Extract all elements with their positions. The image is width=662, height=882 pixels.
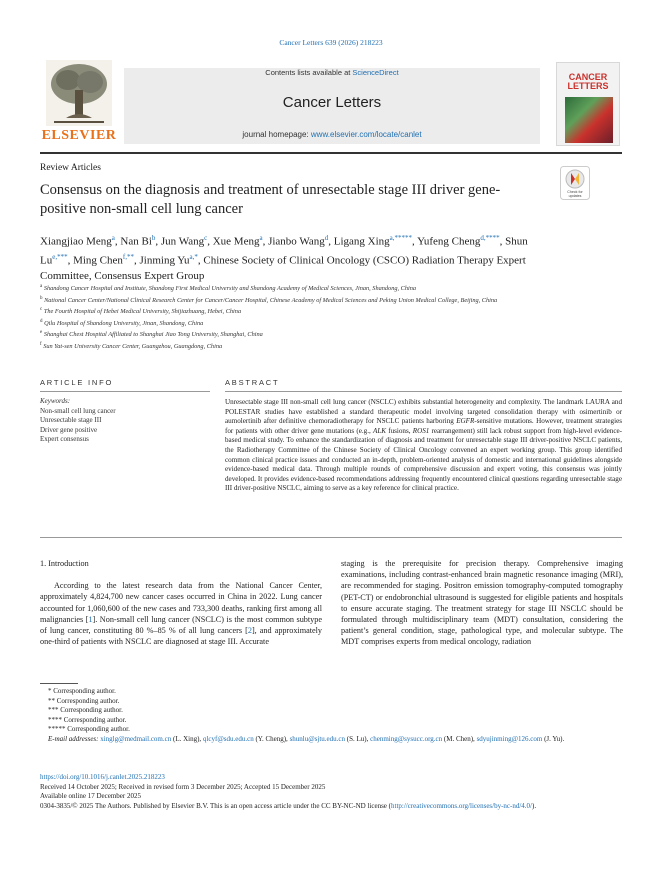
author-list xyxy=(40,231,560,285)
article-info-rule xyxy=(40,391,210,392)
affiliation-mark: b xyxy=(40,295,43,301)
footnote-item: * Corresponding author. xyxy=(48,687,116,695)
sciencedirect-link[interactable]: ScienceDirect xyxy=(352,68,399,77)
cover-image xyxy=(565,97,613,143)
intro-left-column xyxy=(40,558,322,647)
abstract-span: -sensitive mutations. However, treatment strategies for patients with other driver gene mutations (e.g., xyxy=(225,417,622,435)
footnote-item: *** Corresponding author. xyxy=(48,706,123,715)
affiliation-item xyxy=(40,340,600,352)
author-name[interactable]: Yufeng Cheng xyxy=(417,235,481,248)
gene-ros1: ROS1 xyxy=(412,426,430,435)
author-affiliation-mark[interactable]: a xyxy=(111,234,115,242)
footnotes xyxy=(40,687,622,745)
abstract-rule xyxy=(225,391,622,392)
abstract-heading: ABSTRACT xyxy=(225,378,280,387)
abstract-span: fusions, xyxy=(386,426,413,435)
journal-reference[interactable]: Cancer Letters 639 (2026) 218223 xyxy=(279,38,383,47)
article-info-heading: ARTICLE INFO xyxy=(40,378,114,387)
author-name[interactable]: Ming Chen xyxy=(73,254,123,267)
author-affiliation-mark[interactable]: a,***** xyxy=(389,234,413,242)
contents-line xyxy=(124,68,540,77)
license-link[interactable]: http://creativecommons.org/licenses/by-nc-nd/4.0/ xyxy=(391,802,533,811)
cover-title-line-2: LETTERS xyxy=(567,81,609,91)
homepage-link[interactable]: www.elsevier.com/locate/canlet xyxy=(310,130,422,139)
keyword-item: Driver gene positive xyxy=(40,425,98,434)
gene-egfr: EGFR xyxy=(456,417,475,426)
gene-alk: ALK xyxy=(373,426,387,435)
affiliation-item xyxy=(40,317,600,329)
license-text-end: ). xyxy=(532,802,537,811)
author-name[interactable]: Xiangjiao Meng xyxy=(40,235,112,248)
cover-title xyxy=(557,73,619,91)
email-link[interactable]: sdyujinming@126.com xyxy=(476,734,543,743)
affiliation-text: Qilu Hospital of Shandong University, Jinan, Shandong, China xyxy=(44,319,204,327)
footnote-rule xyxy=(40,683,78,684)
author-name[interactable]: Jianbo Wang xyxy=(268,235,325,248)
author-name[interactable]: Nan Bi xyxy=(120,235,152,248)
license-text: 0304-3835/© 2025 The Authors. Published by Elsevier B.V. This is an open access article under the CC BY-NC-ND license ( xyxy=(40,802,391,811)
journal-cover[interactable] xyxy=(556,62,620,146)
author-name[interactable]: Ligang Xing xyxy=(333,235,390,248)
affiliation-item xyxy=(40,305,600,317)
cover-title-line-1: CANCER xyxy=(568,72,608,82)
email-link[interactable]: qlcyf@sdu.edu.cn xyxy=(202,734,254,743)
keywords-label: Keywords: xyxy=(40,397,71,405)
license-line xyxy=(40,802,622,812)
author-name[interactable]: Xue Meng xyxy=(212,235,260,248)
article-type: Review Articles xyxy=(40,163,101,173)
header-rule xyxy=(40,152,622,154)
homepage-line xyxy=(124,130,540,139)
affiliation-mark: e xyxy=(40,330,43,335)
author-affiliation-mark[interactable]: d xyxy=(324,234,329,242)
elsevier-logo[interactable] xyxy=(40,60,118,144)
affiliation-mark: f xyxy=(40,341,42,347)
author-affiliation-mark[interactable]: e,*** xyxy=(52,253,68,262)
affiliation-text: National Cancer Center/National Clinical Research Center for Cancer/Cancer Hospital, Chinese Academy of Medical Sciences and Peking Union Medical College, Beijing, China xyxy=(44,296,498,304)
affiliation-mark: d xyxy=(40,318,43,324)
ref-link-2[interactable]: 2 xyxy=(247,626,252,636)
intro-heading: 1. Introduction xyxy=(40,559,89,568)
dates-line: Received 14 October 2025; Received in revised form 3 December 2025; Accepted 15 December 2025 xyxy=(40,782,326,791)
journal-name[interactable]: Cancer Letters xyxy=(282,94,382,111)
author-separator: , xyxy=(197,254,204,267)
email-addresses xyxy=(40,735,622,745)
email-link[interactable]: xinglg@medmail.com.cn xyxy=(100,734,172,743)
footnote-item: ***** Corresponding author. xyxy=(48,725,130,734)
author-separator: , xyxy=(499,235,506,248)
email-owner: (J. Yu). xyxy=(542,734,565,743)
intro-span: ]. Non-small cell lung cancer (NSCLC) is the most common subtype of lung cancer, constituting 80 %–85 % of all lung cancers [ xyxy=(40,614,322,636)
author-name[interactable]: Jun Wang xyxy=(160,235,205,248)
affiliation-item xyxy=(40,294,600,306)
affiliation-mark: c xyxy=(40,307,43,312)
email-owner: (S. Lu), xyxy=(345,734,371,743)
article-dates xyxy=(40,773,622,812)
email-owner: (M. Chen), xyxy=(442,734,477,743)
author-affiliation-mark[interactable]: c xyxy=(204,234,208,242)
elsevier-tree-icon xyxy=(46,60,112,126)
author-name[interactable]: Shun Lu xyxy=(40,235,528,267)
author-separator: , xyxy=(114,235,121,248)
intro-span: According to the latest research data from the National Cancer Center, approximately 4,824,700 new cancer cases occurred in China in 2022. Lung cancer accounted for 1,060,600 of the new cases and 733,300 deaths, ranking first among all malignancies [ xyxy=(40,581,322,624)
author-affiliation-mark[interactable]: f,** xyxy=(122,253,134,262)
online-line: Available online 17 December 2025 xyxy=(40,792,141,801)
email-owner: (Y. Cheng), xyxy=(253,734,290,743)
author-affiliation-mark[interactable]: b xyxy=(151,234,156,242)
author-separator: , xyxy=(67,254,74,267)
homepage-prefix: journal homepage: xyxy=(242,130,311,139)
footnote-item: **** Corresponding author. xyxy=(48,715,127,724)
article-title: Consensus on the diagnosis and treatment of unresectable stage III driver gene-positive non-small cell lung cancer xyxy=(40,182,501,217)
contents-prefix: Contents lists available at xyxy=(265,68,353,77)
author-affiliation-mark[interactable]: a,* xyxy=(189,253,198,262)
keyword-item: Unresectable stage III xyxy=(40,416,102,425)
intro-paragraph xyxy=(40,580,322,647)
keyword-item: Non-small cell lung cancer xyxy=(40,406,116,415)
affiliation-item xyxy=(40,282,600,294)
abstract-span: Unresectable stage III non-small cell lung cancer (NSCLC) exhibits substantial heterogeneity and complexity. The landmark LAURA and POLESTAR studies have established a standard therapeutic model involving targeted consolidation therapy with osimertinib or aumolertinib after definitive chemoradiotherapy for NSCLC patients harboring xyxy=(225,398,622,426)
affiliation-text: The Fourth Hospital of Hebei Medical University, Shijiazhuang, Hebei, China xyxy=(43,308,242,316)
affiliation-text: Shandong Cancer Hospital and Institute, Shandong First Medical University and Shandong Academy of Medical Sciences, Jinan, Shandong, China xyxy=(43,285,417,293)
intro-span: ], and approximately one-third of patients with NSCLC are diagnosed at stage III. Accurate xyxy=(40,626,322,647)
author-affiliation-mark[interactable]: d,**** xyxy=(480,234,500,242)
author-separator: , xyxy=(155,235,161,248)
affiliation-text: Shanghai Chest Hospital Affiliated to Shanghai Jiao Tong University, Shanghai, China xyxy=(43,331,263,339)
keywords-block xyxy=(40,397,210,445)
doi-link[interactable]: https://doi.org/10.1016/j.canlet.2025.218223 xyxy=(40,773,165,781)
author-separator: , xyxy=(412,235,418,248)
journal-masthead xyxy=(40,56,622,146)
affiliation-item xyxy=(40,328,600,340)
email-link[interactable]: chenming@sysucc.org.cn xyxy=(370,734,443,743)
footnote-item: ** Corresponding author. xyxy=(48,696,120,705)
email-label: E-mail addresses: xyxy=(48,734,99,743)
keyword-item: Expert consensus xyxy=(40,435,89,444)
author-name[interactable]: Jinming Yu xyxy=(139,254,190,267)
affiliation-mark: a xyxy=(40,284,43,289)
author-name[interactable]: Chinese Society of Clinical Oncology (CSCO) Radiation Therapy Expert Committee, Consensus Expert Group xyxy=(40,254,526,283)
email-owner: (L. Xing), xyxy=(171,734,203,743)
author-separator: , xyxy=(134,254,140,267)
affiliations xyxy=(40,282,600,351)
elsevier-wordmark: ELSEVIER xyxy=(41,128,117,143)
abstract-text xyxy=(225,398,622,494)
abstract-span: rearrangement) still lack robust support from high-level evidence-based medical study. To enhance the standardization of diagnosis and treatment for unresectable stage III driver-positive NSCLC patients, the Radiotherapy Committee of the Chinese Society of Clinical Oncology convened an expert working group. This group identified common clinical practice issues and conducted an in-depth, problem-oriented analysis of domestic and international guidelines alongside evidence-based medical data. Through multiple rounds of comprehensive discussion and expert voting, this consensus was jointly developed. It provides evidence-based recommendations addressing frequently encountered clinical questions regarding unresectable stage III driver-positive NSCLC, aiming to serve as a key reference for clinical practice. xyxy=(225,426,622,493)
crossmark-icon[interactable] xyxy=(560,166,590,200)
intro-continued: staging is the prerequisite for precision therapy. Comprehensive imaging examinations, including contrast-enhanced brain magnetic resonance imaging (MRI), are recommended for staging. Positron emission tomography-computed tomography (PET-CT) or endobronchial ultrasound is suggested for eligible patients and hospitals to ensure accurate staging. The treatment strategy for stage III NSCLC should be formulated through multidisciplinary team (MDT) consultation, considering the patient’s general condition, stage, pathological type, and molecular subtype. The MDT comprises experts from medical oncology, radiation xyxy=(341,559,623,647)
ref-link-1[interactable]: 1 xyxy=(88,614,93,624)
crossmark-label-line-2: updates xyxy=(568,194,582,198)
intro-right-column xyxy=(341,558,623,648)
affiliation-text: Sun Yat-sen University Cancer Center, Guangzhou, Guangdong, China xyxy=(43,342,223,350)
crossmark-label-line-1: Check for xyxy=(567,190,583,194)
author-separator: , xyxy=(207,235,213,248)
author-separator: , xyxy=(262,235,269,248)
author-affiliation-mark[interactable]: a xyxy=(259,234,263,242)
author-separator: , xyxy=(328,235,334,248)
abstract-bottom-rule xyxy=(40,537,622,538)
email-link[interactable]: shunlu@sjtu.edu.cn xyxy=(289,734,346,743)
